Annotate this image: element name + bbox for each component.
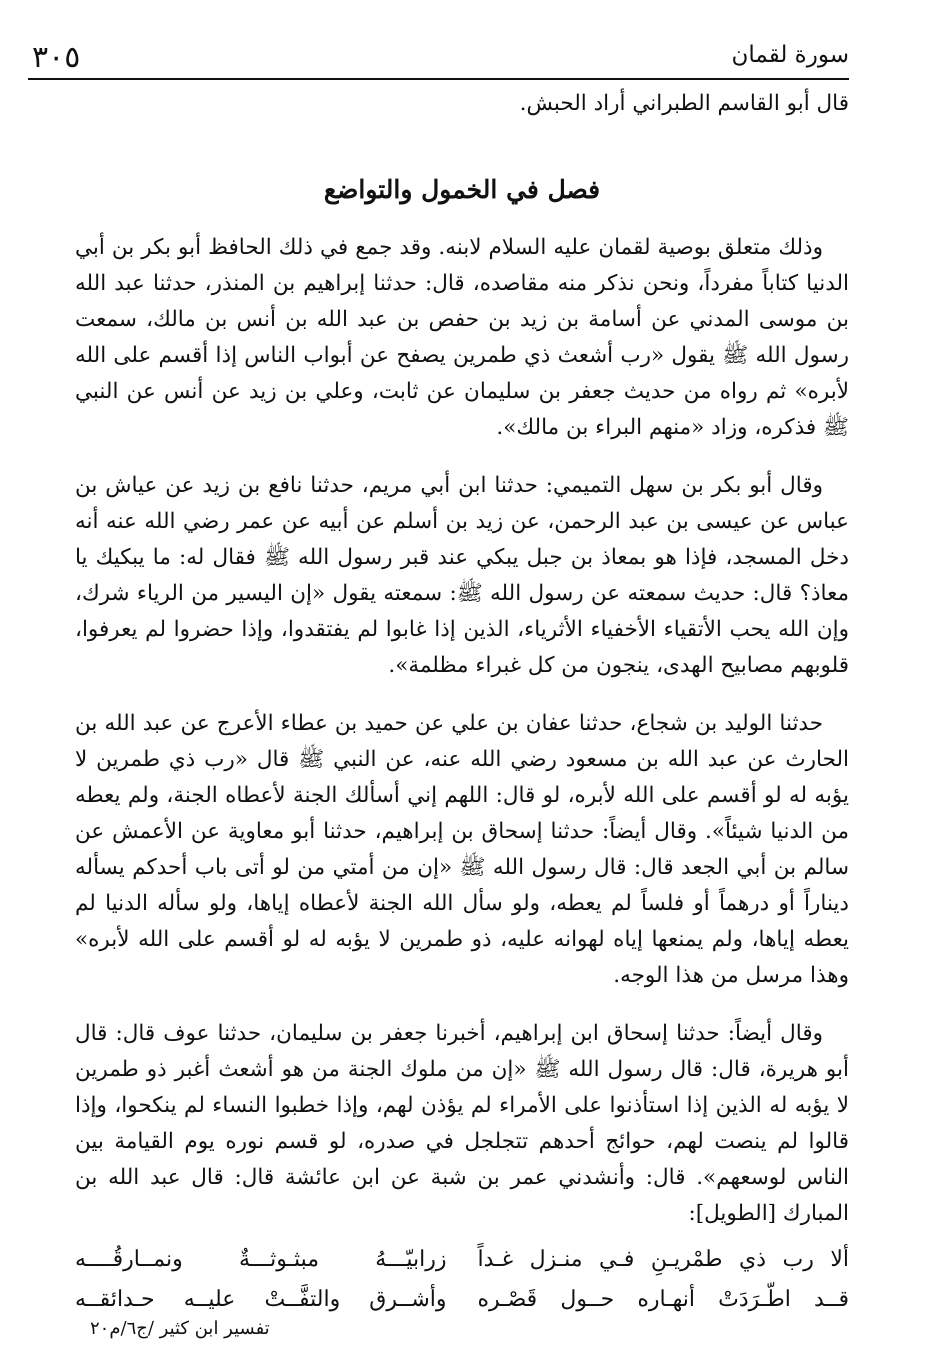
- poem-second-hemistich: زرابيّـــهُ مبثـوثـــةٌ ونمــارقُــــه: [75, 1247, 447, 1272]
- page-footer: تفسير ابن كثير /ج٦/م٢٠: [90, 1318, 270, 1339]
- opening-line: قال أبو القاسم الطبراني أراد الحبش.: [519, 91, 849, 116]
- poem: [75, 1240, 849, 1320]
- running-title: سورة لقمان: [731, 42, 849, 68]
- paragraph: وقال أبو بكر بن سهل التميمي: حدثنا ابن أبي مريم، حدثنا نافع بن زيد عن عياش بن عباس عن عيسى بن عبد الرحمن، عن زيد بن أسلم عن أبيه عن عمر رضي الله عنه أنه دخل المسجد، فإذا هو بمعاذ بن جبل يبكي عند قبر رسول الله ﷺ فقال له: ما يبكيك يا معاذ؟ قال: حديث سمعته عن رسول الله ﷺ: سمعته يقول «إن اليسير من الرياء شرك، وإن الله يحب الأتقياء الأخفياء الأثرياء، الذين إذا غابوا لم يفتقدوا، وإذا حضروا لم يعرفوا، قلوبهم مصابيح الهدى، ينجون من كل غبراء مظلمة».: [75, 473, 849, 678]
- poem-first-hemistich: قــد اطّـرَدَتْ أنهـاره حــول قَصْـره: [477, 1287, 849, 1312]
- section-title: فصل في الخمول والتواضع: [323, 175, 601, 204]
- body-text: [75, 86, 849, 1320]
- poem-second-hemistich: وأشــرق والتفَّــتْ عليــه حـدائقــه: [75, 1287, 447, 1312]
- paragraph: وذلك متعلق بوصية لقمان عليه السلام لابنه. وقد جمع في ذلك الحافظ أبو بكر بن أبي الدنيا كتاباً مفرداً، ونحن نذكر منه مقاصده، قال: حدثنا إبراهيم بن المنذر، حدثنا عبد الله بن موسى المدني عن أسامة بن زيد بن حفص بن عبد الله بن أنس بن مالك، سمعت رسول الله ﷺ يقول «رب أشعث ذي طمرين يصفح عن أبواب الناس إذا أقسم على الله لأبره» ثم رواه من حديث جعفر بن سليمان عن ثابت، وعلي بن زيد عن أنس عن النبي ﷺ فذكره، وزاد «منهم البراء بن مالك».: [75, 235, 849, 440]
- paragraph: وقال أيضاً: حدثنا إسحاق ابن إبراهيم، أخبرنا جعفر بن سليمان، حدثنا عوف قال: قال أبو هريرة، قال: قال رسول الله ﷺ «إن من ملوك الجنة من هو أشعث أغبر ذو طمرين لا يؤبه له الذين إذا استأذنوا على الأمراء لم يؤذن لهم، وإذا خطبوا النساء لم ينكحوا، وإذا قالوا لم ينصت لهم، حوائج أحدهم تتجلجل في صدره، لو قسم نوره يوم القيامة بين الناس لوسعهم». قال: وأنشدني عمر بن شبة عن ابن عائشة قال: قال عبد الله بن المبارك [الطويل]:: [75, 1021, 849, 1226]
- page-number: ٣٠٥: [32, 40, 81, 75]
- poem-verse: [75, 1240, 849, 1280]
- page-header: [28, 38, 849, 80]
- paragraph: حدثنا الوليد بن شجاع، حدثنا عفان بن علي عن حميد بن عطاء الأعرج عن عبد الله بن الحارث عن عبد الله بن مسعود رضي الله عنه، عن النبي ﷺ قال «رب ذي طمرين لا يؤبه له لو أقسم على الله لأبره، لو قال: اللهم إني أسألك الجنة لأعطاه الجنة، ولم يعطه من الدنيا شيئاً». وقال أيضاً: حدثنا إسحاق بن إبراهيم، حدثنا أبو معاوية عن الأعمش عن سالم بن أبي الجعد قال: قال رسول الله ﷺ «إن من أمتي من لو أتى باب أحدكم يسأله ديناراً أو درهماً أو فلساً لم يعطه، ولو سأل الله الجنة لأعطاه إياها، ولو سأله الدنيا لم يعطه إياها، ولم يمنعها إياه لهوانه عليه، ذو طمرين لا يؤبه له لو أقسم على الله لأبره» وهذا مرسل من هذا الوجه.: [75, 711, 849, 988]
- poem-verse: [75, 1280, 849, 1320]
- poem-first-hemistich: ألا رب ذي طمْريـنِ فـي منـزل غـداً: [477, 1247, 849, 1272]
